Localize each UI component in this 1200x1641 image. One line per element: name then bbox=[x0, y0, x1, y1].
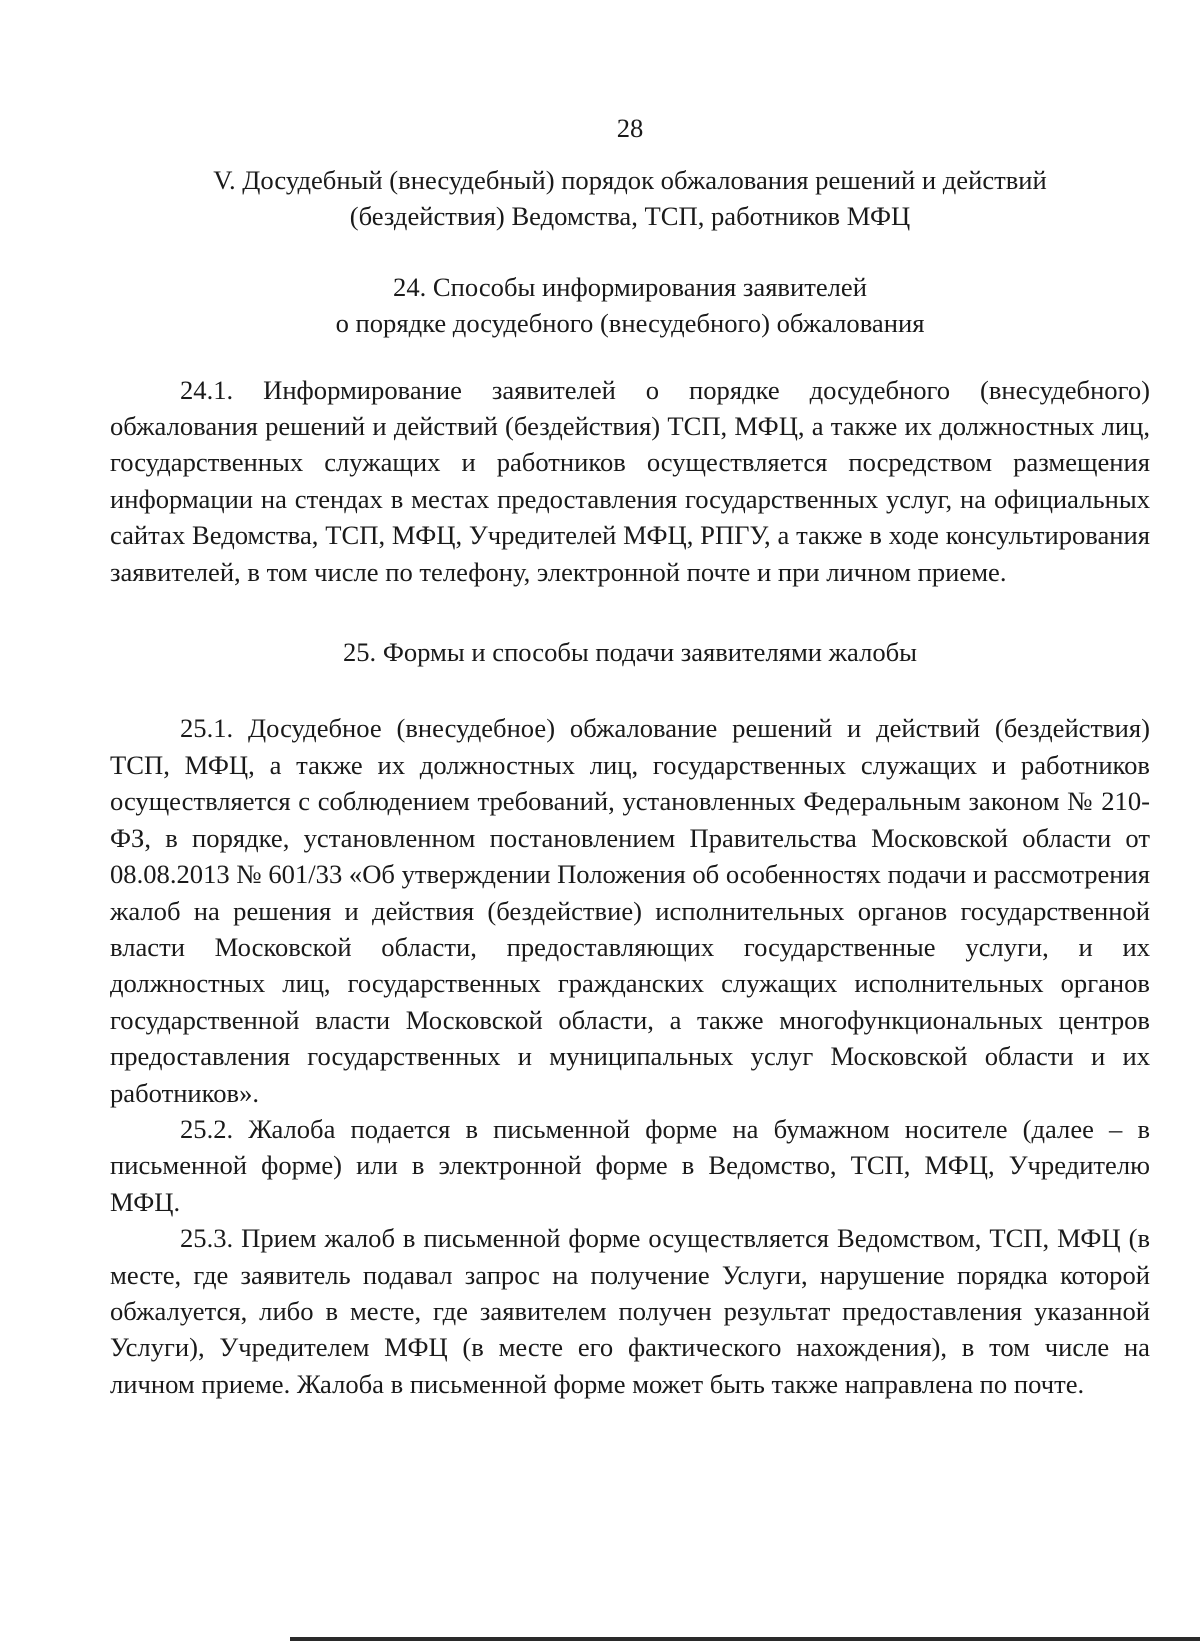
page-number: 28 bbox=[616, 113, 644, 143]
section-24-heading-line-2: о порядке досудебного (внесудебного) обжалования bbox=[335, 308, 925, 339]
section-v-heading-line-2: (бездействия) Ведомства, ТСП, работников МФЦ bbox=[349, 201, 911, 232]
paragraph-24-1: 24.1. Информирование заявителей о порядке досудебного (внесудебного) обжалования решений и действий (бездействия) ТСП, МФЦ, а также их должностных лиц, государственных служащих и работников осуществляется посредством размещения информации на стендах в местах предоставления государственных услуг, на официальных сайтах Ведомства, ТСП, МФЦ, Учредителей МФЦ, РПГУ, а также в ходе консультирования заявителей, в том числе по телефону, электронной почте и при личном приеме. bbox=[110, 374, 1150, 587]
section-v-heading-line-1: V. Досудебный (внесудебный) порядок обжалования решений и действий bbox=[213, 165, 1047, 195]
page-content bbox=[110, 104, 1150, 1402]
section-v-heading bbox=[110, 162, 1150, 235]
section-24-heading-line-1: 24. Способы информирования заявителей bbox=[393, 271, 867, 302]
paragraph-25-1: 25.1. Досудебное (внесудебное) обжалование решений и действий (бездействия) ТСП, МФЦ, а также их должностных лиц, государственных служащих и работников осуществляется с соблюдением требований, установленных Федеральным законом № 210-ФЗ, в порядке, установленном постановлением Правительства Московской области от 08.08.2013 № 601/33 «Об утверждении Положения об особенностях подачи и рассмотрения жалоб на решения и действия (бездействие) исполнительных органов государственной власти Московской области, предоставляющих государственные услуги, и их должностных лиц, государственных гражданских служащих исполнительных органов государственной власти Московской области, а также многофункциональных центров предоставления государственных и муниципальных услуг Московской области и их работников». bbox=[110, 713, 1150, 1108]
paragraph-25-3: 25.3. Прием жалоб в письменной форме осуществляется Ведомством, ТСП, МФЦ (в месте, где заявитель подавал запрос на получение Услуги, нарушение порядка которой обжалуется, либо в месте, где заявителем получен результат предоставления указанной Услуги), Учредителем МФЦ (в месте его фактического нахождения), в том числе на личном приеме. Жалоба в письменной форме может быть также направлена по почте. bbox=[110, 1223, 1150, 1399]
paragraph-25-2: 25.2. Жалоба подается в письменной форме на бумажном носителе (далее – в письменной форме) или в электронной форме в Ведомство, ТСП, МФЦ, Учредителю МФЦ. bbox=[110, 1113, 1150, 1217]
section-25-heading: 25. Формы и способы подачи заявителями жалобы bbox=[342, 637, 918, 668]
section-24-heading bbox=[110, 269, 1150, 342]
page-bottom-edge bbox=[290, 1637, 1200, 1641]
